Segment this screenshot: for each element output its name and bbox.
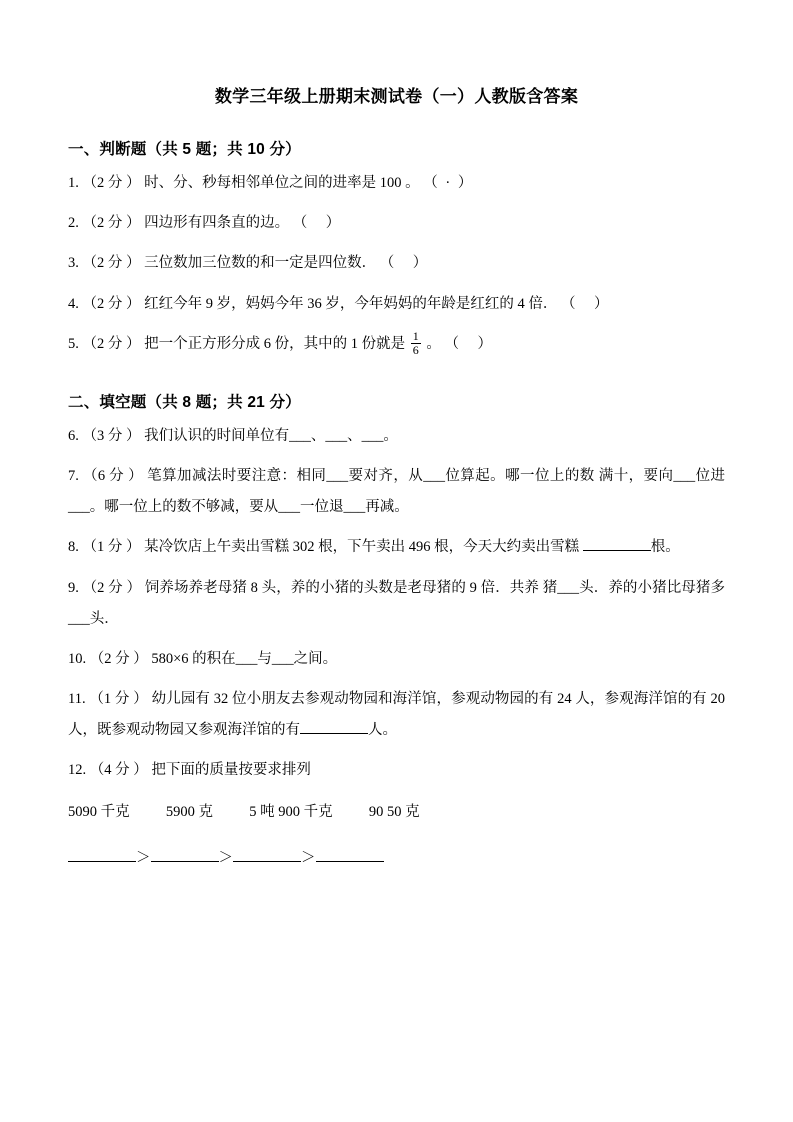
order-separator-1: ＞ xyxy=(136,850,151,867)
question-8-number: 8. xyxy=(68,539,79,556)
question-4-answer-box: （ ） xyxy=(561,295,611,312)
question-2-number: 2. xyxy=(68,215,79,232)
question-12 xyxy=(68,755,725,786)
question-3 xyxy=(68,248,725,279)
order-blank-4 xyxy=(316,861,384,862)
question-10-number: 10. xyxy=(68,650,87,667)
question-12-values: 5090 千克 5900 克 5 吨 900 千克 90 50 克 xyxy=(68,803,420,820)
question-5-score: （2 分 ） xyxy=(82,335,141,352)
question-4-score: （2 分 ） xyxy=(82,295,141,312)
question-2-text: 四边形有四条直的边。 xyxy=(144,215,290,232)
question-9-line-2: 猪___头．养的小猪比母猪多___头． xyxy=(68,579,725,627)
question-10-score: （2 分 ） xyxy=(89,650,148,667)
question-9-score: （2 分 ） xyxy=(82,579,142,596)
question-3-answer-box: （ ） xyxy=(379,255,430,272)
question-3-text: 三位数加三位数的和一定是四位数． xyxy=(144,255,377,272)
question-11-line-2-after: 人。 xyxy=(368,722,397,739)
question-7-score: （6 分 ） xyxy=(82,468,144,485)
question-7-number: 7. xyxy=(68,468,79,485)
question-10 xyxy=(68,644,725,675)
question-1-answer-box: （ · ） xyxy=(423,175,475,191)
question-2-score: （2 分 ） xyxy=(82,215,141,232)
question-8 xyxy=(68,532,725,563)
question-12-order-blanks xyxy=(68,843,725,873)
question-12-number: 12. xyxy=(68,762,87,779)
question-6-text: 我们认识的时间单位有___、___、___。 xyxy=(144,427,398,444)
question-12-text: 把下面的质量按要求排列 xyxy=(151,762,311,779)
question-5 xyxy=(68,329,725,360)
question-9 xyxy=(68,573,725,635)
section-heading-1: 一、判断题（共 5 题；共 10 分） xyxy=(68,141,301,158)
order-blank-2 xyxy=(151,861,219,862)
order-separator-3: ＞ xyxy=(301,850,316,867)
question-4-number: 4. xyxy=(68,295,79,312)
question-1-number: 1. xyxy=(68,175,79,191)
question-7 xyxy=(68,461,725,523)
order-separator-2: ＞ xyxy=(218,850,233,867)
order-blank-3 xyxy=(233,861,301,862)
question-1 xyxy=(68,168,725,199)
question-11-line-1: 幼儿园有 32 位小朋友去参观动物园和海洋馆，参观动物园的有 24 xyxy=(151,691,572,708)
fraction-numerator: 1 xyxy=(412,329,419,344)
question-10-text: 580×6 的积在___与___之间。 xyxy=(151,650,338,667)
question-11-number: 11. xyxy=(68,691,86,708)
question-11-score: （1 分 ） xyxy=(89,691,148,708)
question-8-line-1: 某冷饮店上午卖出雪糕 302 根，下午卖出 496 根，今天大约卖出雪糕 xyxy=(144,539,580,556)
question-5-text-after: 。 xyxy=(426,335,441,352)
question-5-number: 5. xyxy=(68,335,79,352)
fraction-one-sixth xyxy=(411,330,421,356)
question-5-answer-box: （ ） xyxy=(444,335,494,352)
question-12-score: （4 分 ） xyxy=(89,762,148,779)
question-8-score: （1 分 ） xyxy=(82,539,141,556)
question-3-score: （2 分 ） xyxy=(82,255,141,272)
page-title: 数学三年级上册期末测试卷（一）人教版含答案 xyxy=(214,87,579,106)
question-4 xyxy=(68,289,725,320)
order-blank-1 xyxy=(68,861,136,862)
question-6 xyxy=(68,421,725,452)
fraction-denominator: 6 xyxy=(412,342,419,357)
question-11-line-2-before: 人，参观海洋馆的有 20 人，既参观动物园又参观海洋馆的有 xyxy=(68,691,726,739)
question-6-score: （3 分 ） xyxy=(82,427,141,444)
question-9-number: 9. xyxy=(68,579,79,596)
question-2 xyxy=(68,208,725,239)
question-4-text: 红红今年 9 岁，妈妈今年 36 岁，今年妈妈的年龄是红红的 4 倍． xyxy=(144,295,558,312)
question-8-answer-blank xyxy=(583,550,651,551)
question-1-text: 时、分、秒每相邻单位之间的进率是 100 。 xyxy=(144,175,420,191)
question-8-unit: 根。 xyxy=(650,539,680,556)
question-5-text-before: 把一个正方形分成 6 份，其中的 1 份就是 xyxy=(144,335,406,352)
section-heading-2: 二、填空题（共 8 题；共 21 分） xyxy=(68,393,301,411)
question-3-number: 3. xyxy=(68,255,79,272)
question-11 xyxy=(68,684,725,746)
question-6-number: 6. xyxy=(68,427,79,444)
question-2-answer-box: （ ） xyxy=(292,215,343,232)
question-7-line-2: 满十，要向___位进___。哪一位上的数不够减，要从___一位退___再减。 xyxy=(68,468,726,516)
question-7-line-1: 笔算加减法时要注意：相同___要对齐，从___位算起。哪一位上的数 xyxy=(147,468,595,485)
question-1-score: （2 分 ） xyxy=(82,175,141,191)
question-11-answer-blank xyxy=(300,733,368,734)
question-9-line-1: 饲养场养老母猪 8 头，养的小猪的头数是老母猪的 9 倍．共养 xyxy=(144,579,539,596)
